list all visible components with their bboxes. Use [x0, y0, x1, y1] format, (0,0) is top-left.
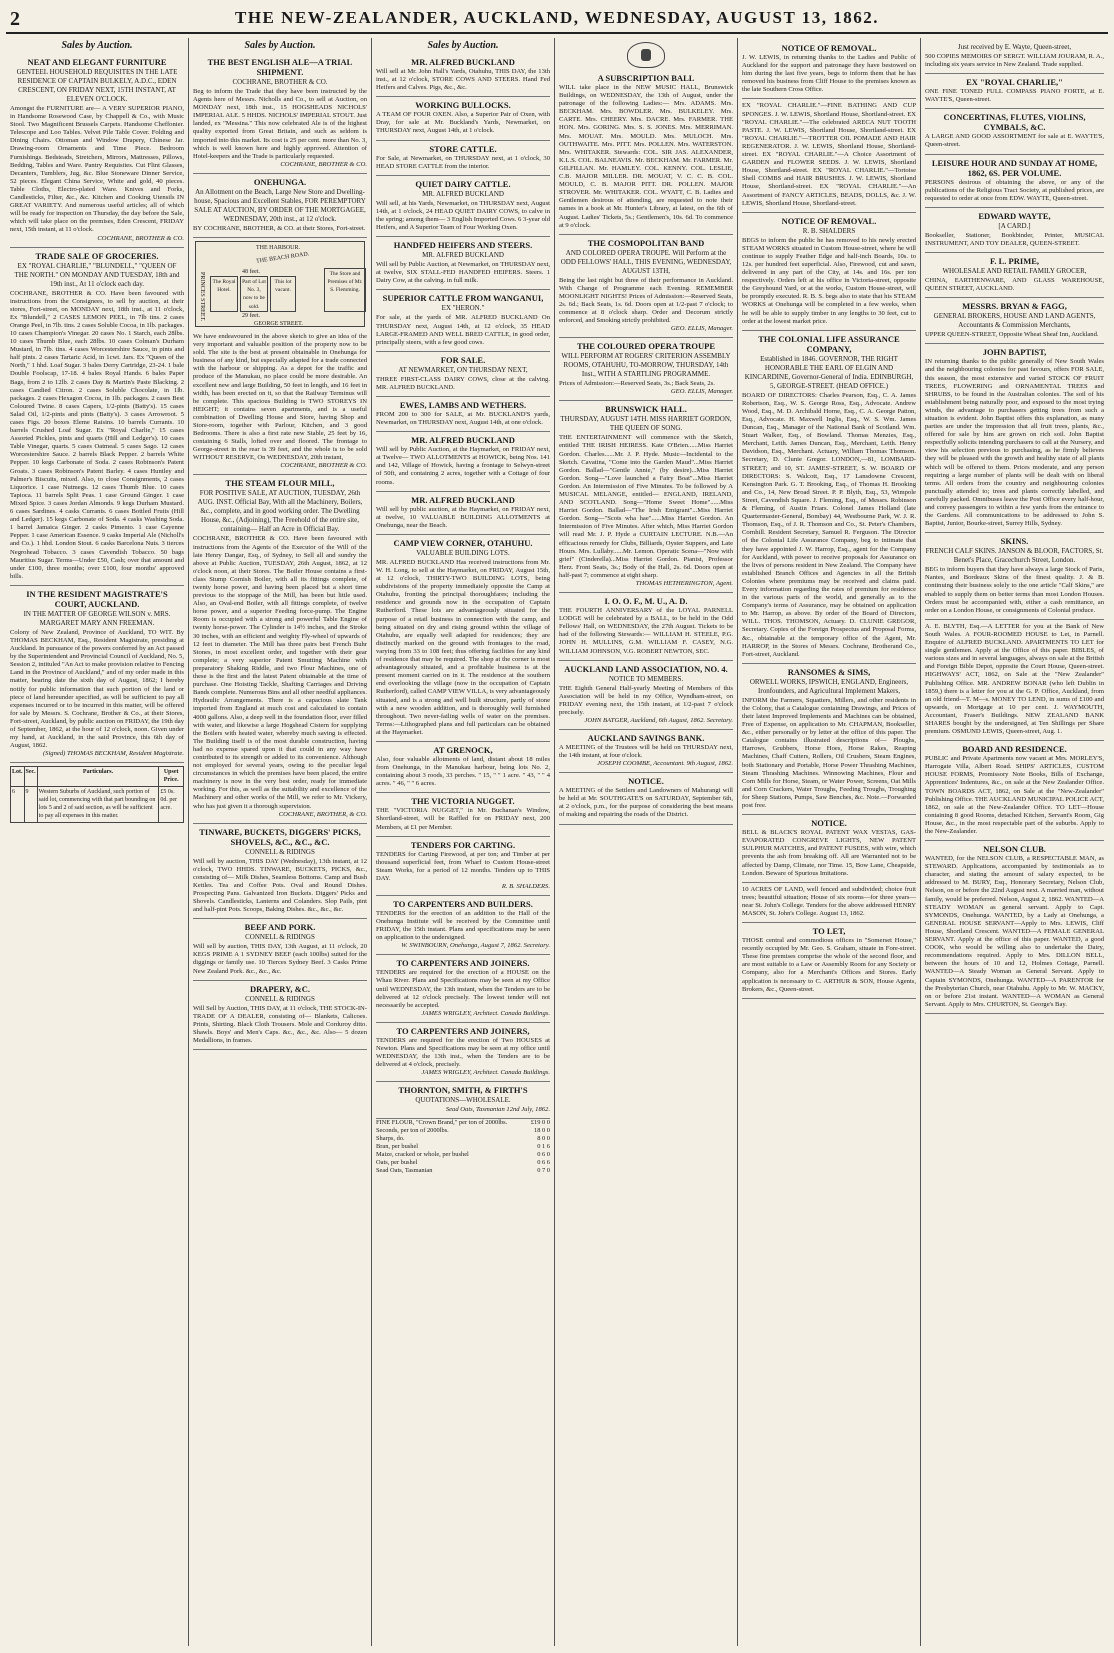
- advertisement: [376, 54, 550, 97]
- ad-head: MR. ALFRED BUCKLAND: [411, 494, 515, 505]
- ad-body: A MEETING of the Settlers and Landowners of Mahurangi will be held at Mr. SOUTHGATE'S on SATURDAY, September 6th, at 2 o'clock, p.m., for the purpose of considering the best means of making and repairing the roads of the District.: [559, 787, 733, 819]
- ad-sign: JOSEPH COOMBE, Accountant. 9th August, 1862.: [597, 760, 733, 768]
- ad-head: STORE CATTLE.: [429, 143, 497, 154]
- ad-sub: QUOTATIONS—WHOLESALE.: [415, 1096, 511, 1105]
- ad-head: IN THE RESIDENT MAGISTRATE'S COURT, AUCKLAND.: [26, 588, 168, 609]
- price-row: [376, 1159, 550, 1167]
- advertisement: [559, 70, 733, 235]
- ad-head: AT GRENOCK,: [433, 744, 493, 755]
- ad-list: [376, 54, 550, 1119]
- ad-body: Amongst the FURNITURE are— A VERY SUPERIOR PIANO, in Handsome Rosewood Case, by Chappell & Co., with Music Stool. Two Magnificent Brussels Carpets. Handsome Cheffonier. Telescope and Loo Tables. Velvet Pile Table Cover. Folding and Dining Chairs. Ottoman and Window Drapery, Chinese Jar. Drawing-room Ornaments and Time Piece. Bedroom Furnishings. Bedsteads, Stretchers, Mirrors, Mattresses, Pillows, Bedding, Tables and Ware. Pantry Requisites. Cut Flint Glasses, Decanters, Tumblers, Jug, &c. Blue Stoneware Dinner Service, 52 pieces. Elegant China Service, White and gold, 40 pieces. Table Cloths, Electro-plated Ware. Knives and Forks, Candlesticks, Filter, &c., &c. Kitchen and Cooking Utensils IN GREAT VARIETY. And numerous useful articles; all of which will be ready for inspection on Thursday, the day before the Sale, which will take place on the premises, Eden Crescent, FRIDAY next, 15th instant, at 11 o'clock.: [10, 105, 184, 234]
- ad-sub: FRENCH CALF SKINS. JANSON & BLOOR, FACTORS, St. Benet's Place, Gracechurch Street, London.: [925, 547, 1104, 565]
- ad-sub: GENTEEL HOUSEHOLD REQUISITES IN THE LATE RESIDENCE OF CAPTAIN BULKELY, A.D.C., EDEN CRESCENT, ON FRIDAY NEXT, 15TH INSTANT, AT ELEVEN O'CLOCK.: [16, 68, 178, 103]
- ad-head: I. O. O. F., M. U., A. D.: [604, 596, 688, 607]
- ad-sign: JAMES WRIGLEY, Architect. Canada Buildings.: [421, 1069, 550, 1077]
- advertisement: [559, 773, 733, 824]
- ad-body: 500 COPIES MEMOIRS OF SERGT. WILLIAM JOURAM, R. A., including six years service in New Zealand. Trade supplied.: [925, 53, 1104, 69]
- ad-body: TENDERS for Carting Firewood, at per ton; and Timber at per thousand superficial feet, from Wharf to Custom House-street Steam Works, for a period of 12 months. Tenders up to THIS DAY.: [376, 850, 550, 882]
- ad-head: TRADE SALE OF GROCERIES.: [35, 250, 159, 261]
- advertisement: [559, 338, 733, 401]
- ad-sub: CONNELL & RIDINGS: [245, 847, 315, 856]
- advertisement: [559, 593, 733, 661]
- ad-head: QUIET DAIRY CATTLE.: [415, 178, 511, 189]
- column-4: [555, 38, 738, 1646]
- ad-sign: R. B. SHALDERS.: [501, 883, 550, 890]
- ad-sub: COCHRANE, BROTHER & CO.: [232, 78, 328, 86]
- ad-head: MR. ALFRED BUCKLAND: [411, 435, 515, 446]
- ad-head: DRAPERY, &C.: [249, 983, 311, 994]
- table-cell: Western Suburbs of Auckland, such portion of said lot, commencing with that part bounding on lots 5 and 2 of said section, as will be sufficient to pay all expenses in this matter.: [37, 786, 159, 822]
- price-item: Sharps, do.: [376, 1135, 405, 1143]
- ad-body: 10 ACRES OF LAND, well fenced and subdivided; choice fruit trees; beautiful situation; House of six rooms—for three years—near St. John's College. Tenders for the above addressed HENRY MASON, St. John's College. August 13, 1862.: [742, 885, 916, 917]
- ad-head: NOTICE OF REMOVAL.: [781, 215, 877, 226]
- column-1: [6, 38, 189, 1646]
- ad-sign: JAMES WRIGLEY, Architect. Canada Buildings.: [421, 1009, 550, 1017]
- price-row: [376, 1119, 550, 1127]
- advertisement: [925, 533, 1104, 620]
- ad-head: LEISURE HOUR AND SUNDAY AT HOME, 1862, 6S. PER VOLUME.: [931, 157, 1098, 178]
- ad-sign: Sead Oats, Tasmanian 12nd July, 1862.: [445, 1106, 550, 1114]
- advertisement: [742, 99, 916, 212]
- plan-lot: Part of Lot No. 3, now to be sold.: [240, 276, 268, 312]
- price-item: Seconds, per ton of 2000lbs.: [376, 1127, 449, 1135]
- ad-body: Will sell by Public Auction, at Newmarket, on THURSDAY next, at twelve, SIX STALL-FED HANDFED HEIFERS. Steers. 1 Dairy Cow, at the calving. in full milk.: [376, 261, 550, 285]
- ad-head: NOTICE.: [628, 776, 664, 787]
- advertisement: [193, 475, 367, 823]
- ad-body: J. W. LEWIS, in returning thanks to the Ladies and Public of Auckland for the support and patronage they have bestowed on him during the last five years, begs to inform them that he has removed his business from Cliff House to the premises known as the late Southern Cross Office.: [742, 54, 916, 94]
- price-value: 0 6 6: [537, 1158, 550, 1166]
- ad-head: EWES, LAMBS AND WETHERS.: [399, 399, 527, 410]
- ad-head: A SUBSCRIPTION BALL: [597, 73, 695, 83]
- ad-head: NELSON CLUB.: [983, 844, 1046, 855]
- ad-sub: Established in 1846. GOVERNOR, THE RIGHT HONORABLE THE EARL OF ELGIN AND KINCARDINE, Governor-General of India. EDINBURGH, 5, GEORGE-STREET. (HEAD OFFICE.): [744, 354, 914, 390]
- ad-body: TENDERS are required for the erection of a HOUSE on the Whau River. Plans and Specifications may be seen at my Office until WEDNESDAY, the 13th instant, when the Tenders are to be delivered at 12 o'clock precisely. The lowest tender will not necessarily be accepted.: [376, 969, 550, 1009]
- price-item: Sead Oats, Tasmanian: [376, 1166, 433, 1174]
- ad-head: TENDERS FOR CARTING.: [410, 839, 516, 850]
- ad-body: Will sell by public auction, at the Haymarket, on FRIDAY next, at twelve, 10 VALUABLE BUILDING ALLOTMENTS at Onehunga, near the Beach.: [376, 505, 550, 529]
- ad-body: UPPER QUEEN-STREET, Opposite Wheat Sheaf Inn, Auckland.: [925, 331, 1099, 339]
- ad-body: THE Eighth General Half-yearly Meeting of Members of this Association will be held in my Office, Wyndham-street, on FRIDAY evening next, the 15th instant, at 1/2-past 7 o'clock precisely.: [559, 684, 733, 716]
- ad-list: [193, 330, 367, 1050]
- ad-sub: EX "ROYAL CHARLIE," "BLUNDELL," "QUEEN OF THE NORTH." ON MONDAY AND TUESDAY, 18th and 19th inst., At 11 o'clock each day.: [14, 261, 180, 288]
- ad-list: [925, 40, 1104, 1014]
- price-list: [376, 1119, 550, 1174]
- ad-body: COCHRANE, BROTHER & CO. Have been favoured with instructions from the Consignees, to sell by auction, at their stores, Fort-street, on MONDAY next, 18th inst., at 11 o'clock, Ex "Blundell," 2 CASES LEMON PEEL, in 7lb tins. 2 cases Orange Peel, in 7lb. tins. 2 cases Soluble Cocoa, in 1lb. packages. 10 cases Champion's Vinegar. 20 cases No. 1 Starch, each 28lbs. 10 cases Thumb Blue, each 28lbs. 10 cases Colman's Durham Mustard, in 7lb. tins. 4 cases Worcestershire Sauce, in pints and half pints. 2 cases Tartaric Acid, in 1cwt. Jars. Ex "Queen of the North," 1 hhd. Loaf Sugar. 3 bales Derry Cartridge, 23-24. 1 bale Double Foolscap, 17-18. 4 bales Royal Hands. 6 bales Paper Bags, from 2 to 12lb. 2 cases Day & Martin's Paste Blacking. 2 cases Candied Citron. 2 cases Soluble Chocolate, in 1lb. packages. 2 cases Hexagon Cocoa, in 1lb. packages. 2 cases Best Coloured Twine. 8 cases Capers, 1/2-pints (Batty's). 15 cases Salad Oil, 1/2-pints and pints (Batty's). 3 cases Arrowroot. 5 cases Figs. 20 boxes Eleme Raisins. 10 barrels Currants. 10 barrels Crushed Loaf Sugar. Ex "Royal Charlie," 15 cases Assorted Pickles, pints and quarts (Hill and Ledger's). 10 cases Table Vinegar, quarts. 5 cases Oatmeal. 5 cases Sago. 12 cases Worcestershire Sauce. 2 barrels Black Pepper. 2 barrels White Pepper. 10 kegs Carbonate of Soda. 2 cases Robinson's Patent Groats. 3 cases Robinson's Patent Barley. 4 cases Huntley and Palmer's Biscuits, mixed. Also, to close Consignments, 2 cases Liquorice. 1 case Nutmegs. 12 cases Thumb Blue. 10 cases Tapioca. 11 barrels Split Peas. 1 case Ground Ginger. 1 case Mixed Spice. 3 cases Jordan Almonds. 9 kegs Durham Mustard. 6 cases Sardines. 4 casks Currants. 6 cases Bottled Fruits (Hill and Ledger). 15 kegs Carbonate of Soda. 4 casks Washing Soda. 1 barrel Jamaica Ginger. 2 casks Pimento. 1 case Cayenne Pepper. 1 case American Essence. 9 casks Imperial Ale (Nicholl's and Co.). 1 hhd. London Stout. 6 casks Barcelona Nuts. 3 tierces Negrohead Tobacco. 3 cases Cavendish Tobacco. 50 bags Mauritius Sugar. Terms—Under £50, Cash; over that amount and under £100, three months; over £100, four months' approved bills.: [10, 289, 184, 580]
- plan-vacant: This lot vacant.: [270, 276, 296, 312]
- ad-sub: ORWELL WORKS, IPSWICH, ENGLAND, Engineers, Ironfounders, and Agricultural Implement Makers,: [749, 677, 909, 695]
- ad-sign: COCHRANE, BROTHER & CO.: [97, 234, 184, 242]
- ad-head: THE STEAM FLOUR MILL,: [225, 478, 335, 489]
- plan-label-george: GEORGE STREET.: [254, 320, 303, 327]
- table-header: Lot.: [11, 767, 25, 786]
- advertisement: [376, 896, 550, 955]
- ad-head: AUCKLAND SAVINGS BANK.: [587, 732, 705, 743]
- ad-head: ONEHUNGA.: [253, 176, 307, 187]
- advertisement: [925, 841, 1104, 1014]
- advertisement: [193, 981, 367, 1050]
- ad-body: THE FOURTH ANNIVERSARY of the LOYAL PARNELL LODGE will be celebrated by a BALL, to be held in the Odd Fellows' Hall, on WEDNESDAY, the 27th August. Tickets to be had of the following Stewards:— WILLIAM H. STEELE, P.G. JOHN H. MULLINS, G.M. WILLIAM F. CASEY, N.G. WILLIAM JOHNSON, V.G. ROBERT NEWTON, SEC.: [559, 607, 733, 655]
- ad-body: BEGS to inform the public he has removed to his newly erected STEAM WORKS situated in Custom House-street, where he will continue to supply Feather Edge and half-inch Boards, 10s. to 12s. per hundred feet superficial. Also, Firewood, cut and sawn, delivered in any part of the City, at 14s. and 16s. per ton respectively. Orders left at his office in Victoria-street, opposite the Greyhound Yard, or at the works, Custom House-street, will be promptly executed. R. B. S. begs also to state that his STEAM WORKS at Onehunga will be completed in a few weeks, when he will be able to supply timber in any lengths to 30 feet, cut to order at the lowest market price.: [742, 236, 916, 325]
- advertisement: [376, 141, 550, 176]
- advertisement: [742, 40, 916, 99]
- advertisement: [925, 155, 1104, 208]
- advertisement: [376, 176, 550, 237]
- ad-body: PERSONS desirous of obtaining the above, or any of the publications of the Religious Tract Society, at published prices, are requested to order at once from EDW. WAYTE, Queen-street.: [925, 178, 1104, 202]
- ad-head: BEEF AND PORK.: [244, 922, 316, 933]
- advertisement: [193, 919, 367, 980]
- ad-sub: IN THE MATTER OF GEORGE WILSON v. MRS. MARGARET MARY ANN FREEMAN.: [23, 609, 171, 627]
- advertisement: [925, 40, 1104, 74]
- advertisement: [742, 923, 916, 999]
- plan-dim-2: 29 feet.: [242, 312, 260, 319]
- column-3: [372, 38, 555, 1646]
- ad-sub: THURSDAY, AUGUST 14TH. MISS HARRIET GORDON, THE QUEEN OF SONG.: [560, 415, 732, 433]
- ad-head: AUCKLAND LAND ASSOCIATION, NO. 4.: [564, 663, 728, 674]
- column-header: Sales by Auction.: [427, 40, 499, 51]
- ad-head: NEAT AND ELEGANT FURNITURE: [27, 57, 167, 67]
- ad-body: ONE FINE TONED FULL COMPASS PIANO FORTE, at E. WAYTE'S, Queen-street.: [925, 88, 1104, 104]
- ad-body: Will Sell by Auction, THIS DAY, at 11 o'clock, THE STOCK-IN-TRADE OF A DEALER, consisting of— Blankets, Calicoes. Prints, Shirting. Black Cloth Trousers. Mole and Corduroy ditto. Shawls. Boys' and Men's Caps. &c., &c., &c. Also— 5 dozen Medallions, in frames.: [193, 1004, 367, 1045]
- ad-body: EX "ROYAL CHARLIE."—FINE BATHING AND CUP SPONGES. J. W. LEWIS, Shortland House, Shortland-street. EX "ROYAL CHARLIE."—The celebrated ARECA NUT TOOTH PASTE. J. W. LEWIS, Shortland House, Shortland-street. EX "ROYAL CHARLIE."—TROTTER OIL POMADE AND HAIR REGENERATOR. J. W. LEWIS, Shortland House, Shortland-street. EX "ROYAL CHARLIE."—A Choice Assortment of GARDEN and FLOWER SEEDS. J. W. LEWIS, Shortland House, Shortland-street. EX "ROYAL CHARLIE."—Tortoise Shell COMBS and HAIR BRUSHES. J. W. LEWIS, Shortland House, Shortland-street. EX "ROYAL CHARLIE."—An Assortment of FANCY ARTICLES, BEADS, DOLLS, &c. J. W. LEWIS, Shortland House, Shortland-street.: [742, 102, 916, 207]
- newspaper-page: [6, 4, 1108, 1649]
- ad-head: SKINS.: [1000, 536, 1029, 547]
- plan-dim-1: 48 feet.: [242, 268, 260, 275]
- ad-body: Beg to inform the Trade that they have been instructed by the Agents here of Messrs. Nicholls and Co., to sell at Auction, on MONDAY next, 18th inst., 15 HOGSHEADS NICHOLS' IMPERIAL ALE. 5 HHDS. NICHOLS' IMPERIAL STOUT. Just landed, ex "Messina." This now celebrated Ale is of the highest quality exported from Great Britain, and such as seldom is imported into this market. Its cost is 25 per cent. more than No. 3, which is well known here and highly approved. Attention of Hotel-keepers and the Trade is particularly requested.: [193, 88, 367, 160]
- ad-body: Will sell by auction, THIS DAY, 13th August, at 11 o'clock, 20 KEGS PRIME A 1 SYDNEY BEEF (each 100lbs) suited for the diggings or family use. 10 Tierces Sydney Beef. 3 Casks Prime New Zealand Pork. &c., &c., &c.: [193, 943, 367, 975]
- ad-head: CONCERTINAS, FLUTES, VIOLINS, CYMBALS, &C.: [943, 112, 1086, 133]
- plan-store: The Store and Premises of Mr. S. Flemming.: [324, 268, 366, 312]
- table-cell: 9: [24, 786, 37, 822]
- ad-body: A. E. BLYTH, Esq.—A LETTER for you at the Bank of New South Wales. A FOUR-ROOMED HOUSE to Let, in Parnell. Enquire of ALFRED BUCKLAND. APARTMENTS TO LET for single gentlemen. Apply at the Office of this paper. BIBLES, of various sizes and in several languages, always on sale at the British and Foreign Bible Depot, opposite the Court House, Queen-street. HIGHWAYS' ACT, 1862, on Sale at the "New Zealander" Publishing Office. MR. ANDREW BONAR (who left Dublin in 1859,) there is a letter for you at the G. P. Office, Auckland, from an old friend—T. M—s. MONEY TO LEND, in sums of £100 and upwards, on Mortgage at 10 per cent. J. WAYMOUTH, Accountant, Fraser's Buildings. NEW ZEALAND BANK SHARES bought by the undersigned, at Ten Shillings per Share premium. OSMUND LEWIS, Queen-street, Aug. 1.: [925, 622, 1104, 736]
- ad-sign: W. SWINBOURN, Onehunga, August 7, 1862. Secretary.: [401, 942, 550, 950]
- ad-body: THE ENTERTAINMENT will commence with the Sketch, entitled THE IRISH HEIRESS. Kate O'Brien......Miss Harriet Gordon. Charles......Mr. J. P. Hyde. Music—Incidental to the Sketch. Cavatina, "Come into the Garden Maud"...Miss Harriet Gordon. Ballad—"Gentle Annie," (by desire)...Miss Harriet Gordon. Song—"Love launched a Fairy Boat"...Miss Harriet Gordon. An Intermission of Five Minutes. To be followed by A MUSICAL MELANGE, entitled— ENGLAND, IRELAND, AND SCOTLAND. Song—"Home Sweet Home"......Miss Harriet Gordon. Ballad—"The Irish Emigrant"...Miss Harriet Gordon. Song—"Scots wha hae"......Miss Harriet Gordon. An Intermission of Five Minutes. After which, Miss Harriet Gordon will read Mr. J. P. Hyde a CURTAIN LECTURE. N.B.—An efficacious remedy for Clubs, Billiards, Oyster Suppers, and Late Hours. Mrs. Lullaby......Mr. Lemon. Operatic Scena—"Now with grief" (Cinderella)...Miss Harriet Gordon. Pianist, Professor Herz. Front Seats, 3s.; Body of the Hall, 2s. 6d. Doors open at half-past 7; commence at eight sharp.: [559, 434, 733, 579]
- ad-sub: NOTICE TO MEMBERS.: [608, 674, 684, 683]
- ad-body: Prices of Admission:—Reserved Seats, 3s.; Back Seats, 2s.: [559, 380, 715, 388]
- advertisement: [376, 742, 550, 793]
- masthead: [6, 4, 1108, 34]
- ad-head: JOHN BAPTIST,: [982, 347, 1047, 358]
- land-table: [10, 766, 184, 822]
- ad-body: BOARD OF DIRECTORS: Charles Pearson, Esq., C. A. James Robertson, Esq., W. S. George Ross, Esq., Advocate. Andrew Wood, Esq., M. D. Archibald Horne, Esq., C. A. George Patton, Esq., Advocate. H. Maxwell Inglis, Esq., W. S. Wm. James Duncan, Esq., Manager of the National Bank of Scotland. Wm. Stuart Walker, Esq., of Bowland. Thomas Menzies, Esq., Merchant, Leith. James Duncan, Esq., Merchant, Leith. Henry Davidson, Esq., Merchant. Actuary, William Thomas Thomson. Secretary, D. Clunie Gregor. LONDON,—81, LOMBARD-STREET; and 10, ST. JAMES'-STREET, S. W. BOARD OF DIRECTORS: S. Walcott, Esq., 17 Lansdowne Crescent, Kensington Park. G. T. Brooking, Esq., of Thomas H. Brooking and Co., 14, New Broad Street. P. P. Blyth, Esq., 53, Wimpole Street, Cavendish Square. J. Fleming, Esq., of Messrs. Robinson & Fleming, of Austin Friars. Colonel James Holland (late Quartermaster-General, Bombay) 44, Westbourne Park, W. J. R. Thomson, Esq., of J. R. Thomson and Co., St. Peter's Chambers, Cornhill. Resident Secretary, Samuel R. Ferguson. The Director of the Colonial Life Assurance Company, beg to intimate that they have appointed J. W. Harrop, Esq., agent for the Company for Auckland, with power to receive proposals for Assurance on the lives of persons resident in New Zealand. The Company have established Branch Offices and Agencies in all the British Colonies where premiums may be received and claims paid. Every information regarding the rates of premium for residence in the various parts of the world, and generally as to the Company's terms of Assurance, may be obtained on application to Mr. Harrop, as above. By order of the Board of Directors, WILL. THOS. THOMSON, Actuary. D. CLUNIE GREGOR, Secretary. Copies of the Foreign Prospectus and Proposal Forms, &c., obtainable at the temporary office of the Agent, Mr. HARROP, in the Stores of Messrs. Cochrane, Brotherand Co., Fort-street, Auckland.: [742, 391, 916, 658]
- ad-body: PUBLIC and Private Apartments now vacant at Mrs. MORLEY'S, Harrogate Villa, Albert Road. SHIPS' ARTICLES, CUSTOM HOUSE FORMS, Promissory Note Books, Bills of Exchange, Apprentices' Indentures, &c., on sale at the New Zealander Office. TOWN BOARDS ACT, 1862, on Sale at the "New-Zealander" Publishing Office. THE AUCKLAND MUNICIPAL POLICE ACT, 1862, on sale at the New-Zealander Office. TO LET—House containing 8 good Rooms, detached Kitchen, Servant's Room, Gig House, &c., in the most respectable part of the suburbs. Apply to the New-Zealander.: [925, 755, 1104, 835]
- price-value: 18 0 0: [534, 1127, 550, 1135]
- ad-sub: MR. ALFRED BUCKLAND: [422, 251, 504, 260]
- advertisement: [10, 248, 184, 586]
- ad-sub: R. B. SHALDERS: [802, 226, 856, 235]
- advertisement: [193, 174, 367, 238]
- ad-body: THREE FIRST-CLASS DAIRY COWS, close at the calving. MR. ALFRED BUCKLAND.: [376, 375, 550, 391]
- ad-head: THE VICTORIA NUGGET.: [411, 796, 515, 807]
- ad-sub: Just received by E. Wayte, Queen-street,: [957, 43, 1072, 51]
- odd-fellows-emblem-icon: [627, 42, 665, 68]
- advertisement: [559, 661, 733, 730]
- ad-head: THE COLONIAL LIFE ASSURANCE COMPANY,: [758, 333, 900, 354]
- advertisement: [925, 208, 1104, 253]
- ad-body: COCHRANE, BROTHER & CO. Have been favoured with instructions from the Agents of the Executor of the Will of the late Henry Dangar, Esq., of Sydney, to Sell all and sundry the above at Public Auction, TUESDAY, 26th August, 1862, at 12 o'clock noon, at their Stores. The Boiler House contains a first-class Stump Cornish Boiler, with all its fittings complete, of twenty horse power, and having been placed but a short time previous to the stoppage of the Mill, has been but little used. Also, an Oval-end Boiler, with all fittings complete, of twelve horse power, and a superior Feeding force-pump. The Engine Room is occupied with a strong and powerful Table Engine of twenty horse-power. The Cylinder is 14½ inches, and the Stroke 30 inches, with an efficient and weighty Fly-wheel of upwards of 12 feet in diameter. The Mill has three pairs best French Buhr Stones, in most excellent order, and together with their gear complete; a very superior Patent Smutting Machine with preparatory Shaking Riddle, and two Flour Machines, one of these is the first and the latest Patent obtainable at the time of purchase. One Hoisting Tackle, Shafting Carriages and Driving Bands complete. Numerous Bins and all other needful appliances. Hydraulic Arrangements. There is a capacious slate Tank imported from England at much cost and calculated to contain 4000 gallons. Also, a deep well in the foundation floor, ever filled with water, and likewise a large Hogshead Cistern for supplying the Boilers with heated water, whereby much saving is effected. The Building itself is of the most durable construction, having had no expense spared upon it that could in any way have contributed to its strength or added to its convenience. Although not employed for several years, owing to the peculiar legal circumstances in which the premises have been placed, the entire machinery is now in the very best order, ready for immediate working. For this, as well as the suitability and excellence of the Machinery and other works of the Mill, we refer to Mr. Vickery, who has just given it a thorough supervision.: [193, 535, 367, 810]
- price-value: 0 1 6: [537, 1142, 550, 1150]
- advertisement: [376, 793, 550, 836]
- ad-list: [193, 54, 367, 238]
- table-cell: 6: [11, 786, 25, 822]
- ad-sub: AT NEWMARKET, ON THURSDAY NEXT,: [398, 365, 528, 374]
- ad-sub: AND COLORED OPERA TROUPE. Will Perform at the ODD FELLOWS' HALL, THIS EVENING, WEDNESDAY, AUGUST 13TH,: [560, 248, 732, 275]
- ad-list: [559, 70, 733, 825]
- advertisement: [376, 955, 550, 1022]
- advertisement: [925, 298, 1104, 344]
- column-6: [921, 38, 1108, 1646]
- ad-body: Will sell by auction, THIS DAY (Wednesday), 13th instant, at 12 o'clock, TWO HHDS. TINWARE, BUCKETS, PICKS, &c., consisting of— Milk Dishes, Seamless Bottoms. Camp and Bush Kettles. Tea and Coffee Pots. Oval and Round Dishes. Prospecting Pans. Galvanized Iron Buckets. Diggers' Picks and Shovels. Candlesticks, Lanterns and Colanders. Slop Pails, pint and half-pint Pots. Scoops, Baking Dishes. &c., &c., &c.: [193, 857, 367, 914]
- advertisement: [376, 432, 550, 491]
- price-row: [376, 1143, 550, 1151]
- ad-head: HANDFED HEIFERS AND STEERS.: [393, 240, 533, 251]
- ad-head: MR. ALFRED BUCKLAND: [411, 57, 515, 67]
- price-value: 0 6 0: [537, 1150, 550, 1158]
- ad-body: THOSE central and commodious offices in "Somerset House," recently occupied by Mr. Geo. S. Graham, situate in Fore-street. These fine premises comprise the whole of the second floor, and are most suitable to a Law or Assembly Room for any Society or Company, also for a Merchant's Offices and Stores. Early application is necessary to C. ARTHUR & SON, House Agents, Brokers, &c., Queen-street.: [742, 937, 916, 993]
- advertisement: [376, 535, 550, 742]
- ad-head: THE COLOURED OPERA TROUPE: [577, 341, 715, 352]
- advertisement: [376, 290, 550, 351]
- price-item: FINE FLOUR, "Crown Brand," per ton of 2000lbs.: [376, 1119, 508, 1127]
- ad-body: A LARGE AND GOOD ASSORTMENT for sale at E. WAYTE'S, Queen-street.: [925, 133, 1104, 149]
- price-value: 8 0 0: [537, 1135, 550, 1143]
- advertisement: [742, 213, 916, 331]
- ad-head: SUPERIOR CATTLE FROM WANGANUI,: [382, 293, 544, 304]
- ad-body: FROM 200 to 300 for SALE, at Mr. BUCKLAND'S yards, Newmarket, on THURSDAY next, August 14th, at one o'clock.: [376, 410, 550, 427]
- advertisement: [925, 109, 1104, 154]
- ad-body: Will sell at Mr. John Hall's Yards, Otahuhu, THIS DAY, the 13th inst., at 12 o'clock, STORE COWS AND STEERS. Hand Fed Heifers and Calves. Pigs, &c., &c.: [376, 68, 550, 92]
- ad-head: RANSOMES & SIMS,: [787, 666, 871, 677]
- advertisement: [193, 330, 367, 476]
- advertisement: [742, 664, 916, 815]
- ad-list: [742, 40, 916, 999]
- ad-head: TO LET,: [812, 926, 846, 937]
- advertisement: [925, 741, 1104, 841]
- column-2: [189, 38, 372, 1646]
- ad-sub: An Allotment on the Beach, Large New Store and Dwelling-house, Spacious and Excellent Stables, FOR PEREMPTORY SALE AT AUCTION, BY ORDER OF THE MORTGAGEE, WEDNESDAY, 20th inst., at 12 o'clock.: [194, 187, 366, 223]
- newspaper-title: THE NEW-ZEALANDER, AUCKLAND, WEDNESDAY, AUGUST 13, 1862.: [234, 8, 879, 27]
- ad-sub: FOR POSITIVE SALE, AT AUCTION, TUESDAY, 26th AUG. INST. Official Bay, With all the Machinery, Boilers, &c., complete, and in good working order. The Dwelling House, &c., (Adjoining), The Freehold of the entire site, containing— Half an Acre in Official Bay.: [197, 489, 363, 534]
- ad-sign: COCHRANE, BROTHER, & CO.: [278, 810, 367, 818]
- ad-sign: GEO. ELLIS, Manager.: [670, 388, 733, 396]
- ad-sign: JOHN BATGER, Auckland, 6th August, 1862. Secretary.: [584, 716, 733, 724]
- advertisement: [925, 620, 1104, 741]
- ad-head: BOARD AND RESIDENCE.: [962, 744, 1067, 755]
- price-value: 0 7 0: [537, 1166, 550, 1174]
- property-plan: [195, 241, 365, 327]
- ad-head: FOR SALE.: [440, 354, 486, 365]
- advertisement: [742, 815, 916, 883]
- ad-sub: EX "HERON.": [441, 304, 485, 313]
- ad-body: Bookseller, Stationer, Bookbinder, Printer, MUSICAL INSTRUMENT, AND TOY DEALER, QUEEN-STREET.: [925, 231, 1104, 247]
- table-header: Sec.: [24, 767, 37, 786]
- price-row: [376, 1167, 550, 1175]
- price-item: Maize, cracked or whole, per bushel: [376, 1150, 469, 1158]
- price-row: [376, 1151, 550, 1159]
- column-5: [738, 38, 921, 1646]
- advertisement: [742, 883, 916, 923]
- ad-head: NOTICE.: [811, 818, 847, 829]
- page-number: 2: [10, 8, 20, 30]
- ad-body: For Sale, at Newmarket, on THURSDAY next, at 1 o'clock, 30 HEAD STORE CATTLE from the interior.: [376, 154, 550, 170]
- ad-sign: (Signed) THOMAS BECKHAM, Resident Magistrate.: [42, 750, 184, 758]
- advertisement: [376, 352, 550, 397]
- ad-head: THE BEST ENGLISH ALE—A TRIAL SHIPMENT.: [207, 57, 353, 77]
- advertisement: [742, 331, 916, 664]
- ad-sign: THOMAS HETHERINGTON, Agent.: [635, 580, 733, 588]
- ad-sub: CONNELL & RIDINGS: [245, 994, 315, 1003]
- columns: [6, 38, 1108, 1646]
- advertisement: [925, 74, 1104, 109]
- ad-sign: GEO. ELLIS, Manager.: [670, 325, 733, 333]
- ad-sub: WILL PERFORM AT ROGERS' CRITERION ASSEMBLY ROOMS, OTAHUHU, TO-MORROW, THURSDAY, 14th Inst., WITH A STARTLING PROGRAMME.: [561, 352, 731, 379]
- ad-sub: CONNELL & RIDINGS: [245, 933, 315, 942]
- ad-body: We have endeavoured in the above sketch to give an idea of the very important and valuable position of the property now to be sold. The site is the best at present obtainable in Onehunga for business of any kind, but especially adapted for a trade connected with the harbour or shipping. As a depot for the traffic and produce of the Manukau, no place could be more desirable. An excellent new and large Building, 50 feet in length, and 16 feet in width, has been erected on it, so that the Railway Terminus will be complete. This spacious Building is TWO STOREYS IN HEIGHT; it contains seven apartments, and is a useful combination of Dwelling House and Store, having Shop and Store-room, together with Parlour, Kitchen, and 3 good Bedrooms. There is also a first rate new Stable, 25 feet by 16, containing 6 Stalls, lofted over and floored. The frontage to George-street in the rear is 39 feet, and the whole is to be sold WITHOUT RESERVE, On WEDNESDAY, 20th instant,: [193, 332, 367, 462]
- ad-body: A MEETING of the Trustees will be held on THURSDAY next, the 14th instant, at four o'clock.: [559, 743, 733, 760]
- column-header: Sales by Auction.: [244, 40, 316, 51]
- plan-royal-hotel: The Royal Hotel.: [210, 276, 238, 312]
- ad-head: CAMP VIEW CORNER, OTAHUHU.: [393, 537, 533, 548]
- ad-body: INFORM the Farmers, Squatters, Millers, and other residents in the Colony, that a Catalogue containing Drawings, and Prices of their latest Improved Implements and Machines can be obtained, Free of Expense, on application to Mr. CHAPMAN, Bookseller, &c., either personally or by letter at the office of this paper. The Catalogue contains illustrated descriptions of— Ploughs, Harrows, Grubbers, Horse Hoes, Horse Rakes, Reaping Machines, Chaff Cutters, Rollers, Oil Crushers, Steam Engines, both Stationary and Portable, Horse Power Thrashing Machines, Steam Thrashing Machines. Winnowing Machines, Flour and Corn Mills for Horse, Steam, or Water Power, Screens, Oat Mills and Corn Crackers, Water Troughs, Feeding Troughs, Troughing for Sheep Stations, Pumps, Saw Benches, &c. Note.—Forwarded post free.: [742, 696, 916, 810]
- ad-body: MR. ALFRED BUCKLAND Has received instructions from Mr. W. H. Long, to sell at the Haymarket, on FRIDAY, August 15th, at 12 o'clock, THIRTY-TWO BUILDING LOTS, being subdivisions of the property immediately opposite the Camp at Otahuhu, fronting the principal thoroughfares; including the residence and grounds now in the occupation of Captain Rutherford. These lots are advantageously situated for the purpose of a retail business in connection with the camp, and being situated on dry and rising ground within the village of Otahuhu, are equally well adapted for residences; they are distinctly marked on the ground with frontages to the road, varying from 33 to 108 feet; thus offering facilities for any kind of residence that may be required. The shop at the corner is most advantageously situated, and a profitable business is at the present moment carried on in it. The residence at the southern end overlooking the village (now in the occupation of Captain Rutherford), called CAMP VIEW VILLA, is very advantageously situated, and is a strong and well built structure, partly of stone with a new wooden addition, and is thoroughly well furnished throughout. Two never-failing wells of water on the premises. Terms:—Lithographed plans and full particulars can be obtained at the Haymarket.: [376, 558, 550, 736]
- ad-body: WANTED, for the NELSON CLUB, a RESPECTABLE MAN, as STEWARD. Applications, accompanied by testimonials as to character, and stating the amount of salary expected, to be addressed to M. BURY, Esq., Honorary Secretary, Nelson Club, Nelson, on or before the 22nd August next. A married man, without family, would be preferred. Nelson, August 2, 1862. WANTED—A STEADY WOMAN as general servant. Apply to Capt. SYMONDS, Onehunga. WANTED, by a Lady at Onehunga, a GENERAL HOUSE SERVANT—Apply to Mrs. LEWIS, Cliff House, Shortland Crescent. WANTED—A FEMALE GENERAL SERVANT. Apply at the office of this paper. WANTED, a good COOK, who would be willing also to undertake the Dairy, recommendations required. Apply to Mrs. DILLON BELL, between the hours of 10 and 12, Holmes Cottage, Parnell. WANTED—A Steady Woman as General Servant. Apply to Captain SYMONDS, Onehunga. WANTED—A PARENTOR for the Presbyterian Church, near Otahuhu. Apply to Mr. W. MACKY, on or before 21st instant. WANTED—A WOMAN as General Servant. Apply to Mrs. CHURTON, St. George's Bay.: [925, 855, 1104, 1008]
- ad-sub: VALUABLE BUILDING LOTS.: [416, 548, 510, 557]
- ad-body: BY COCHRANE, BROTHER, & CO. at their Stores, Fort-street.: [193, 224, 366, 232]
- advertisement: [376, 397, 550, 432]
- ad-head: THE COSMOPOLITAN BAND: [587, 237, 705, 248]
- table-cell: £5 0s. 0d. per acre.: [159, 786, 184, 822]
- ad-body: BELL & BLACK'S ROYAL PATENT WAX VESTAS, GAS-EVAPORATED CONGREVE LIGHTS, NEW PATENT SULPHUR MATCHES, and PATENT FUSEES, with wire, which prevents the ash from breaking off. All are Warranted not to be affected by Damp, Climate, nor Time. 15, Bow Lane, Cheapside, London. Beware of Spurious Imitations.: [742, 829, 917, 877]
- advertisement: [376, 97, 550, 140]
- ad-head: TO CARPENTERS AND JOINERS,: [396, 1025, 530, 1036]
- ad-head: EX "ROYAL CHARLIE,": [966, 77, 1063, 88]
- column-header: Sales by Auction.: [61, 40, 133, 51]
- plan-label-princes: PRINCES STREET.: [199, 271, 206, 322]
- ad-sub: [A CARD.]: [998, 221, 1031, 230]
- ad-body: IN returning thanks to the public generally of New South Wales and the neighbouring colonies for past favours, offers FOR SALE, this season, the most extensive and varied STOCK OF FRUIT TREES, FLOWERING and ORNAMENTAL TREES and SHRUBS, to be found in the Australian colonies. The soil of his establishment being naturally poor, and exposed to the most trying winds, the advantage to purchasers getting trees from such a situation is evident. John Baptist offers this explanation, as many parties are under the impression that all fruit trees, plants, &c., offered for sale by him are grown on rich soil. John Baptist respectfully solicits intending purchasers to call at the Nursery, and view his selection previous to purchasing, as he firmly believes they will be pleased with the growth and healthy state of all plants which will be offered to them. Prices moderate, and any person requiring a large number of plants will be dealt with on liberal terms. All orders from the country and neighbouring colonies punctually attended to; trees and plants correctly labelled, and carefully packed. Omnibuses leave the Post Office every half-hour, and convey passengers to within a few yards from the entrance to the Gardens. All communications to be addressed to John S. Baptist, Junior, Bourke-street, Surrey Hills, Sydney.: [925, 358, 1104, 528]
- price-row: [376, 1127, 550, 1135]
- ad-head: BRUNSWICK HALL.: [605, 404, 687, 415]
- ad-body: WILL take place in the NEW MUSIC HALL, Brunswick Buildings, on WEDNESDAY, the 13th of August, under the patronage of the following Ladies:— Mrs. ADAMS. Mrs. BECKHAM. Mrs. BOWDLER. Mrs. BULKELEY. Mrs. CARTE. Mrs. CHEERY. Mrs. DACRE. Mrs. FARMER. THE HON. Mrs. GORING. Mrs. S. S. JONES. Mrs. MERRIMAN. Mrs. MOUAT. Mrs. MOULD. Mrs. MULOCH. Mrs. OUTHWAITE. Mrs. PITT. Mrs. POLLEN. Mrs. WATERSTON. Mrs. WHITAKER. Stewards: COL. SIR JAS. ALEXANDER, K.L.S. COL. BALNEAVIS. Mr. BECKHAM. Mr. FARMER. Mr. GILFILLAN. Mr. HAMLEY. COL. KENNY. COL. LESLIE, C.B. MAJOR MILLER. DR. MOUAT, V. C. C. B. COL. MOULD, C. B. MAJOR PITT. DR. POLLEN. MAJOR STROVER. Mr. WHITAKER. COL. WYATT, C. B. Ladies and Gentlemen desirous of attending, are requested to note their names in a book at Mr. Hunter's Library, at latest, on the 6th of August. Ladies' Tickets, 5s.; Gentlemen's, 10s. 6d. To commence at 9 o'clock.: [559, 84, 733, 229]
- ad-body: For sale, at the yards of MR. ALFRED BUCKLAND On THURSDAY next, August 14th, at 12 o'clock, 35 HEAD LARGE-FRAMED AND WELL BRED CATTLE, in good order, principally steers, with a few good cows.: [376, 314, 550, 346]
- ad-sub: MR. ALFRED BUCKLAND: [422, 189, 504, 198]
- ad-head: WORKING BULLOCKS.: [415, 100, 511, 111]
- advertisement: [559, 730, 733, 773]
- ad-body: TENDERS are required for the erection of Two HOUSES at Newton. Plans and Specifications may be seen at my office until WEDNESDAY, the 13th inst., when the Tenders are to be delivered at 4 o'clock, precisely.: [376, 1036, 550, 1069]
- ad-head: TINWARE, BUCKETS, DIGGERS' PICKS, SHOVELS, &C., &C., &C.: [199, 826, 361, 847]
- ad-head: NOTICE OF REMOVAL.: [781, 43, 877, 53]
- ad-body: Will sell by Public Auction, at the Haymarket, on FRIDAY next, at Twelve— TWO ALLOTMENTS at HOWICK, being Nos. 141 and 142, Village of Howick, having a frontage to Selwyn-street of 50ft, and containing 2 acres, together with a Cottage of four rooms.: [376, 446, 550, 486]
- ad-sign: COCHRANE, BROTHER & CO.: [280, 462, 367, 470]
- price-value: £19 0 0: [530, 1119, 550, 1127]
- ad-sign: COCHRANE, BROTHER & CO.: [280, 160, 367, 168]
- ad-body: Will sell, at his Yards, Newmarket, on THURSDAY next, August 14th, at 1 o'clock, 24 HEAD QUIET DAIRY COWS, to calve in the spring; among them— 3 English Imported Cows. 6 3-year old Heifers, and A Superior Team of Four Working Oxen.: [376, 199, 550, 232]
- advertisement: [925, 344, 1104, 533]
- ad-body: BEG to inform buyers that they have always a large Stock of Paris, Nantes, and Bordeaux Skins of the finest quality. J. & B. continuing their business solely to the one article "Calf Skins," are enabled to supply them on better terms than most London Houses. Orders must be accompanied with, either a cash remittance, an order on a London House, or consignments of Colonial produce.: [925, 566, 1104, 614]
- ad-body: THE "VICTORIA NUGGET," in Mr. Buchanan's Window, Shortland-street, will be Raffled for on FRIDAY next, 200 Members, at £1 per Member.: [376, 807, 550, 831]
- advertisement: [193, 54, 367, 174]
- table-header: Particulars.: [37, 767, 159, 786]
- plan-label-road: THE BEACH ROAD.: [255, 251, 310, 265]
- plan-label-harbour: THE HARBOUR.: [256, 244, 301, 251]
- ad-sub: WHOLESALE AND RETAIL FAMILY GROCER,: [942, 267, 1087, 276]
- ad-body: Colony of New Zealand, Province of Auckland, TO WIT. By THOMAS BECKHAM, Esq., Resident Magistrate, presiding at Auckland. In pursuance of the powers conferred by an Act passed by the Superintendent and Provincial Council of Auckland, No. 5, Session 2, intituled "An Act to make provision relative to Fencing Land in the Province of Auckland," and of my order made in this matter, bearing date the sixth day of August, 1862; I hereby notify for public information that such portion of the land or piece of land hereunder specified, as will be sufficient to pay all expenses incurred or to be incurred in this matter, will be offered for sale by Messrs. S. Cochrane, Brother & Co., at their Stores, Fort-street, Auckland, by public auction on FRIDAY, the 19th day of September, 1862, at the hour of 12 o'clock, noon. Given under my hand, at Auckland, in the said Province, this 6th day of August, 1862.: [10, 628, 184, 750]
- ad-list: [10, 54, 184, 763]
- table-row: [11, 786, 184, 822]
- ad-head: TO CARPENTERS AND JOINERS.: [396, 958, 530, 969]
- ad-body: Being the last night but three of their performance in Auckland. With Change of Programme each Evening. REMEMBER MOONLIGHT NIGHTS! Prices of Admission:—Reserved Seats, 2s. 6d.; Back Seats, 1s. 6d. Doors open at 1/2-past 7 o'clock; to commence at 8 o'clock sharp. Order and Decorum strictly enforced, and Smoking strictly prohibited.: [559, 276, 733, 325]
- price-item: Oats, per bushel: [376, 1158, 418, 1166]
- advertisement: [376, 1023, 550, 1082]
- advertisement: [193, 824, 367, 920]
- ad-body: TENDERS for the erection of an addition to the Hall of the Onehunga Institute will be received by the Committee until FRIDAY, the 15th instant. Plans and specifications may be seen on application to the undersigned.: [376, 910, 550, 942]
- price-row: [376, 1135, 550, 1143]
- price-item: Bran, per bushel: [376, 1142, 419, 1150]
- advertisement: [376, 492, 550, 535]
- ad-head: THORNTON, SMITH, & FIRTH'S: [398, 1085, 528, 1096]
- advertisement: [376, 1082, 550, 1119]
- ad-body: A TEAM OF FOUR OXEN. Also, a Superior Pair of Oxen, with Dray, for sale at Mr. Buckland's Yards, Newmarket, on THURSDAY next, August 14th, at 1 o'clock.: [376, 111, 550, 135]
- advertisement: [376, 837, 550, 896]
- ad-head: MESSRS. BRYAN & FAGG,: [962, 301, 1067, 312]
- ad-body: CHINA, EARTHENWARE, AND GLASS WAREHOUSE, QUEEN STREET, AUCKLAND.: [925, 277, 1104, 293]
- ad-head: TO CARPENTERS AND BUILDERS.: [393, 899, 533, 909]
- advertisement: [559, 235, 733, 339]
- advertisement: [559, 401, 733, 593]
- advertisement: [10, 54, 184, 248]
- ad-head: EDWARD WAYTE,: [978, 210, 1051, 221]
- advertisement: [925, 253, 1104, 298]
- advertisement: [376, 237, 550, 290]
- ad-body: Also, four valuable allotments of land, distant about 18 miles from Onehunga, in the Manukau harbour, being lots No. 2, containing about 3 roods, 33 perches. " 15, " " 1 acre. " 43, " " 4 acres. " 46, " " 6 acres.: [376, 755, 550, 788]
- advertisement: [10, 586, 184, 763]
- ad-sub: GENERAL BROKERS, HOUSE AND LAND AGENTS, Accountants & Commission Merchants,: [933, 312, 1096, 330]
- table-header: Upset Price.: [159, 767, 184, 786]
- ad-head: F. L. PRIME,: [989, 256, 1040, 267]
